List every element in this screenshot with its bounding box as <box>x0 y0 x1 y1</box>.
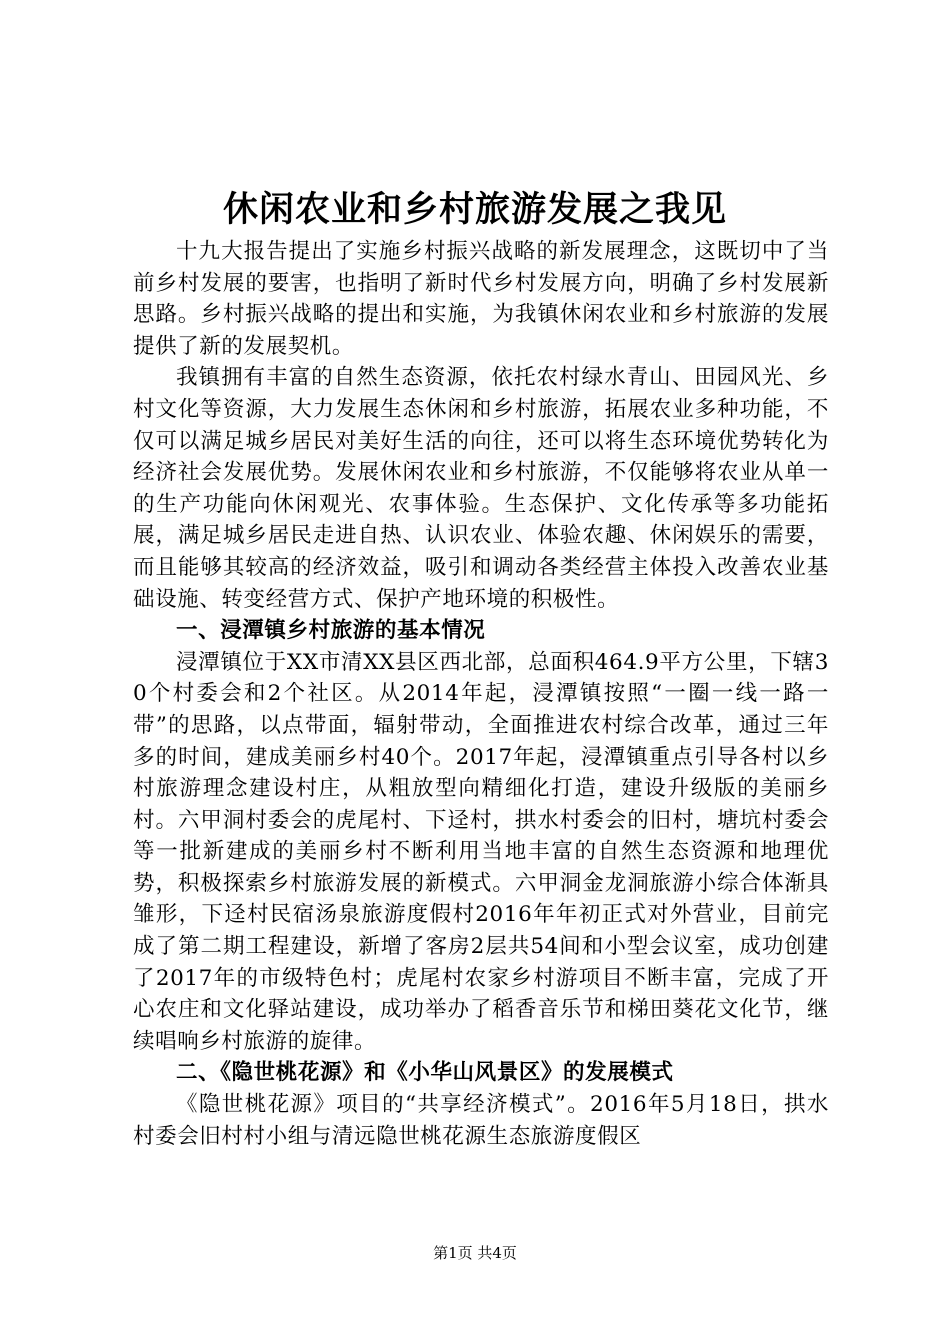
page-footer: 第1页 共4页 <box>433 1244 517 1262</box>
section-heading-2: 二、《隐世桃花源》和《小华山风景区》的发展模式 <box>176 1060 674 1086</box>
paragraph-section-2: 《隐世桃花源》项目的“共享经济模式”。2016年5月18日，拱水村委会旧村村小组与清远隐世桃花源生态旅游度假区 <box>133 1092 829 1149</box>
paragraph-intro: 十九大报告提出了实施乡村振兴战略的新发展理念，这既切中了当前乡村发展的要害，也指明了新时代乡村发展方向，明确了乡村发展新思路。乡村振兴战略的提出和实施，为我镇休闲农业和乡村旅游的发展提供了新的发展契机。 <box>133 239 829 359</box>
paragraph-section-1: 浸潭镇位于XX市清XX县区西北部，总面积464.9平方公里，下辖30个村委会和2个社区。从2014年起，浸潭镇按照“一圈一线一路一带”的思路，以点带面，辐射带动，全面推进农村综合改革，通过三年多的时间，建成美丽乡村40个。2017年起，浸潭镇重点引导各村以乡村旅游理念建设村庄，从粗放型向精细化打造，建设升级版的美丽乡村。六甲洞村委会的虎尾村、下迳村，拱水村委会的旧村，塘坑村委会等一批新建成的美丽乡村不断利用当地丰富的自然生态资源和地理优势，积极探索乡村旅游发展的新模式。六甲洞金龙洞旅游小综合体渐具雏形，下迳村民宿汤泉旅游度假村2016年年初正式对外营业，目前完成了第二期工程建设，新增了客房2层共54间和小型会议室，成功创建了2017年的市级特色村；虎尾村农家乡村游项目不断丰富，完成了开心农庄和文化驿站建设，成功举办了稻香音乐节和梯田葵花文化节，继续唱响乡村旅游的旋律。 <box>133 649 829 1054</box>
document-title: 休闲农业和乡村旅游发展之我见 <box>222 189 727 230</box>
paragraph-resources: 我镇拥有丰富的自然生态资源，依托农村绿水青山、田园风光、乡村文化等资源，大力发展生态休闲和乡村旅游，拓展农业多种功能，不仅可以满足城乡居民对美好生活的向往，还可以将生态环境优势转化为经济社会发展优势。发展休闲农业和乡村旅游，不仅能够将农业从单一的生产功能向休闲观光、农事体验。生态保护、文化传承等多功能拓展，满足城乡居民走进自热、认识农业、体验农趣、休闲娱乐的需要，而且能够其较高的经济效益，吸引和调动各类经营主体投入改善农业基础设施、转变经营方式、保护产地环境的积极性。 <box>133 365 829 612</box>
document-body <box>133 236 829 1152</box>
section-heading-1: 一、浸潭镇乡村旅游的基本情况 <box>176 618 486 644</box>
